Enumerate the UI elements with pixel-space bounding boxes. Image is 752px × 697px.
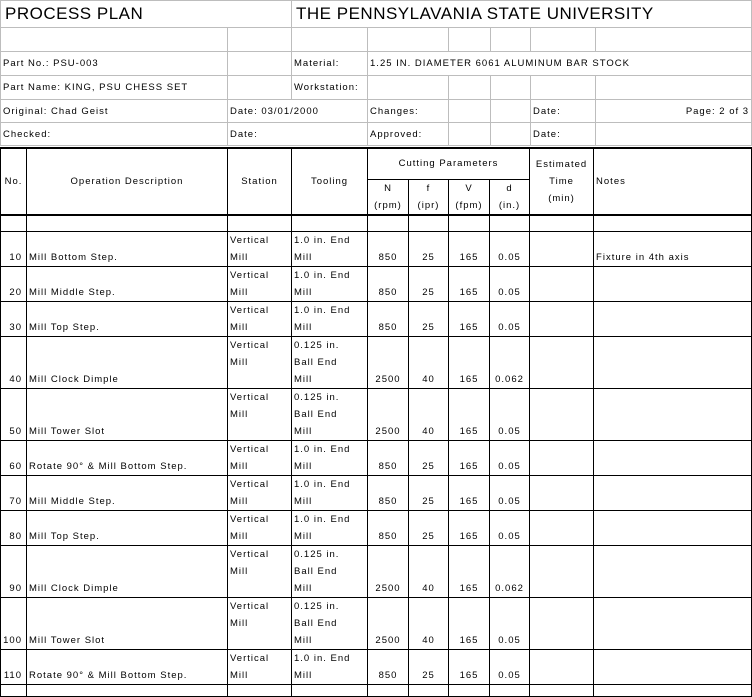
blank-cell — [228, 215, 292, 231]
blank-cell — [596, 28, 752, 52]
op-depth-d: 0.062 — [490, 336, 530, 388]
n-label: N — [384, 182, 392, 194]
operation-row — [1, 649, 752, 684]
col-header-station: Station — [228, 148, 292, 215]
op-velocity-v: 165 — [449, 545, 490, 597]
v-unit: (fpm) — [455, 199, 483, 211]
op-description: Rotate 90° & Mill Bottom Step. — [27, 649, 228, 684]
op-velocity-v: 165 — [449, 388, 490, 440]
blank-cell — [368, 684, 409, 696]
op-speed-n: 850 — [368, 301, 409, 336]
op-tooling-line: Mill — [294, 460, 313, 472]
op-estimated-time — [530, 597, 594, 649]
op-tooling-line: Mill — [294, 669, 313, 681]
op-tooling-line: Ball End — [294, 356, 338, 368]
op-notes — [594, 301, 752, 336]
op-feed-f: 25 — [409, 266, 449, 301]
op-estimated-time — [530, 388, 594, 440]
op-feed-f: 40 — [409, 545, 449, 597]
op-tooling — [292, 545, 368, 597]
part-no-field: Part No.: PSU-003 — [1, 52, 228, 76]
blank-cell — [228, 52, 292, 76]
op-velocity-v: 165 — [449, 266, 490, 301]
op-station-line: Vertical — [230, 339, 270, 351]
op-number: 50 — [1, 388, 27, 440]
v-label: V — [465, 182, 473, 194]
col-header-cutting-parameters: Cutting Parameters — [368, 148, 530, 179]
f-label: f — [426, 182, 431, 194]
op-feed-f: 25 — [409, 231, 449, 266]
op-tooling — [292, 597, 368, 649]
op-station-line: Mill — [230, 251, 249, 263]
op-number: 70 — [1, 475, 27, 510]
op-tooling — [292, 336, 368, 388]
blank-cell — [368, 28, 449, 52]
op-description: Mill Tower Slot — [27, 388, 228, 440]
blank-cell — [490, 215, 530, 231]
blank-cell — [449, 76, 491, 100]
op-station — [228, 231, 292, 266]
op-feed-f: 25 — [409, 475, 449, 510]
op-notes — [594, 440, 752, 475]
blank-cell — [594, 684, 752, 696]
blank-cell — [228, 684, 292, 696]
op-station — [228, 336, 292, 388]
op-notes — [594, 388, 752, 440]
op-station — [228, 475, 292, 510]
blank-cell — [409, 215, 449, 231]
op-speed-n: 850 — [368, 510, 409, 545]
op-estimated-time — [530, 649, 594, 684]
workstation-label: Workstation: — [292, 76, 368, 100]
blank-cell — [531, 76, 596, 100]
blank-cell — [27, 684, 228, 696]
op-depth-d: 0.062 — [490, 545, 530, 597]
op-tooling-line: Ball End — [294, 565, 338, 577]
operation-row — [1, 301, 752, 336]
op-tooling-line: 1.0 in. End — [294, 269, 351, 281]
approved-date: Date: — [531, 123, 596, 146]
op-speed-n: 2500 — [368, 545, 409, 597]
op-tooling-line: 1.0 in. End — [294, 478, 351, 490]
op-estimated-time — [530, 301, 594, 336]
op-number: 90 — [1, 545, 27, 597]
operation-row — [1, 336, 752, 388]
op-number: 10 — [1, 231, 27, 266]
blank-cell — [368, 76, 449, 100]
op-velocity-v: 165 — [449, 440, 490, 475]
op-feed-f: 25 — [409, 440, 449, 475]
blank-cell — [292, 684, 368, 696]
operation-row — [1, 510, 752, 545]
blank-cell — [596, 76, 752, 100]
operation-row — [1, 388, 752, 440]
blank-cell — [1, 28, 228, 52]
op-notes — [594, 336, 752, 388]
blank-cell — [228, 76, 292, 100]
blank-cell — [530, 215, 594, 231]
blank-cell — [1, 215, 27, 231]
op-depth-d: 0.05 — [490, 301, 530, 336]
op-station-line: Mill — [230, 460, 249, 472]
op-speed-n: 850 — [368, 649, 409, 684]
op-description: Mill Top Step. — [27, 510, 228, 545]
op-station-line: Vertical — [230, 652, 270, 664]
col-header-no: No. — [1, 148, 27, 215]
op-estimated-time — [530, 266, 594, 301]
op-depth-d: 0.05 — [490, 649, 530, 684]
est-line-3: (min) — [548, 193, 575, 204]
op-speed-n: 2500 — [368, 336, 409, 388]
op-depth-d: 0.05 — [490, 440, 530, 475]
op-station — [228, 649, 292, 684]
op-station-line: Vertical — [230, 304, 270, 316]
op-notes — [594, 597, 752, 649]
op-tooling-line: 1.0 in. End — [294, 443, 351, 455]
op-estimated-time — [530, 231, 594, 266]
op-tooling-line: Mill — [294, 251, 313, 263]
op-station-line: Mill — [230, 356, 249, 368]
blank-cell — [292, 215, 368, 231]
blank-cell — [530, 684, 594, 696]
op-notes: Fixture in 4th axis — [594, 231, 752, 266]
est-line-1: Estimated — [535, 159, 588, 170]
op-estimated-time — [530, 510, 594, 545]
blank-cell — [409, 684, 449, 696]
changes-label: Changes: — [368, 100, 449, 123]
operation-row — [1, 440, 752, 475]
op-tooling-line: 0.125 in. — [294, 600, 340, 612]
op-tooling-line: 1.0 in. End — [294, 513, 351, 525]
operation-row — [1, 545, 752, 597]
op-estimated-time — [530, 545, 594, 597]
blank-cell — [368, 215, 409, 231]
op-station — [228, 266, 292, 301]
op-station-line: Mill — [230, 321, 249, 333]
op-notes — [594, 510, 752, 545]
operation-row — [1, 231, 752, 266]
original-field: Original: Chad Geist — [1, 100, 228, 123]
op-number: 110 — [1, 649, 27, 684]
op-station-line: Vertical — [230, 391, 270, 403]
op-velocity-v: 165 — [449, 475, 490, 510]
op-description: Mill Middle Step. — [27, 266, 228, 301]
op-depth-d: 0.05 — [490, 266, 530, 301]
op-tooling-line: 0.125 in. — [294, 391, 340, 403]
op-description: Mill Tower Slot — [27, 597, 228, 649]
col-header-estimated-time — [530, 148, 594, 215]
op-depth-d: 0.05 — [490, 597, 530, 649]
op-depth-d: 0.05 — [490, 388, 530, 440]
op-feed-f: 25 — [409, 301, 449, 336]
op-velocity-v: 165 — [449, 510, 490, 545]
d-unit: (in.) — [498, 199, 521, 211]
material-value: 1.25 IN. DIAMETER 6061 ALUMINUM BAR STOCK — [368, 52, 752, 76]
op-station-line: Mill — [230, 286, 249, 298]
op-tooling-line: Mill — [294, 286, 313, 298]
op-tooling — [292, 510, 368, 545]
op-speed-n: 2500 — [368, 597, 409, 649]
operation-row — [1, 597, 752, 649]
op-speed-n: 850 — [368, 231, 409, 266]
col-header-v — [449, 179, 490, 215]
blank-cell — [449, 215, 490, 231]
n-unit: (rpm) — [374, 199, 402, 211]
op-station — [228, 545, 292, 597]
col-header-f — [409, 179, 449, 215]
op-velocity-v: 165 — [449, 649, 490, 684]
op-tooling-line: Mill — [294, 634, 313, 646]
operation-row — [1, 266, 752, 301]
blank-cell — [449, 100, 491, 123]
blank-cell — [449, 684, 490, 696]
op-station-line: Mill — [230, 408, 249, 420]
op-number: 60 — [1, 440, 27, 475]
op-station-line: Mill — [230, 530, 249, 542]
blank-cell — [594, 215, 752, 231]
col-header-notes: Notes — [594, 148, 752, 215]
col-header-d — [490, 179, 530, 215]
blank-cell — [491, 76, 531, 100]
op-feed-f: 40 — [409, 336, 449, 388]
op-tooling-line: Ball End — [294, 408, 338, 420]
op-number: 80 — [1, 510, 27, 545]
op-tooling-line: Mill — [294, 321, 313, 333]
op-feed-f: 25 — [409, 649, 449, 684]
blank-cell — [1, 684, 27, 696]
op-description: Mill Clock Dimple — [27, 545, 228, 597]
op-notes — [594, 475, 752, 510]
op-tooling — [292, 301, 368, 336]
checked-date: Date: — [228, 123, 368, 146]
d-label: d — [506, 182, 513, 194]
op-speed-n: 850 — [368, 475, 409, 510]
op-tooling-line: Mill — [294, 582, 313, 594]
checked-label: Checked: — [1, 123, 228, 146]
op-velocity-v: 165 — [449, 231, 490, 266]
est-line-2: Time — [549, 176, 574, 187]
op-speed-n: 850 — [368, 266, 409, 301]
op-notes — [594, 266, 752, 301]
op-tooling — [292, 649, 368, 684]
col-header-tooling: Tooling — [292, 148, 368, 215]
blank-cell — [491, 100, 531, 123]
op-depth-d: 0.05 — [490, 510, 530, 545]
op-estimated-time — [530, 336, 594, 388]
material-label: Material: — [292, 52, 368, 76]
op-station-line: Vertical — [230, 548, 270, 560]
op-station — [228, 388, 292, 440]
op-tooling — [292, 475, 368, 510]
op-tooling — [292, 388, 368, 440]
op-feed-f: 40 — [409, 597, 449, 649]
blank-cell — [491, 123, 531, 146]
blank-cell — [228, 28, 292, 52]
f-unit: (ipr) — [417, 199, 440, 211]
blank-cell — [292, 28, 368, 52]
op-estimated-time — [530, 475, 594, 510]
header-grid — [0, 0, 752, 146]
op-description: Mill Top Step. — [27, 301, 228, 336]
op-station-line: Vertical — [230, 600, 270, 612]
col-header-n — [368, 179, 409, 215]
op-station-line: Mill — [230, 669, 249, 681]
op-tooling-line: 1.0 in. End — [294, 234, 351, 246]
op-station-line: Vertical — [230, 443, 270, 455]
op-station-line: Mill — [230, 617, 249, 629]
op-tooling-line: 1.0 in. End — [294, 304, 351, 316]
op-description: Mill Bottom Step. — [27, 231, 228, 266]
op-tooling-line: Mill — [294, 425, 313, 437]
op-velocity-v: 165 — [449, 336, 490, 388]
blank-cell — [490, 684, 530, 696]
op-station — [228, 440, 292, 475]
op-station-line: Vertical — [230, 478, 270, 490]
op-station-line: Mill — [230, 565, 249, 577]
op-description: Rotate 90° & Mill Bottom Step. — [27, 440, 228, 475]
blank-cell — [491, 28, 531, 52]
op-number: 40 — [1, 336, 27, 388]
changes-date: Date: — [531, 100, 596, 123]
op-speed-n: 2500 — [368, 388, 409, 440]
op-station-line: Mill — [230, 495, 249, 507]
op-station-line: Vertical — [230, 269, 270, 281]
op-notes — [594, 545, 752, 597]
page-title: PROCESS PLAN — [1, 1, 292, 28]
op-velocity-v: 165 — [449, 301, 490, 336]
op-velocity-v: 165 — [449, 597, 490, 649]
blank-cell — [449, 28, 491, 52]
spacer-row — [1, 215, 752, 231]
operations-table — [0, 147, 752, 697]
op-speed-n: 850 — [368, 440, 409, 475]
operation-row — [1, 475, 752, 510]
op-number: 20 — [1, 266, 27, 301]
blank-cell — [449, 123, 491, 146]
op-tooling-line: Mill — [294, 530, 313, 542]
op-feed-f: 25 — [409, 510, 449, 545]
op-number: 30 — [1, 301, 27, 336]
op-tooling — [292, 266, 368, 301]
approved-label: Approved: — [368, 123, 449, 146]
op-notes — [594, 649, 752, 684]
op-station-line: Vertical — [230, 234, 270, 246]
op-depth-d: 0.05 — [490, 475, 530, 510]
blank-cell — [27, 215, 228, 231]
original-date: Date: 03/01/2000 — [228, 100, 368, 123]
op-tooling-line: 0.125 in. — [294, 548, 340, 560]
op-station — [228, 510, 292, 545]
op-estimated-time — [530, 440, 594, 475]
trailing-row — [1, 684, 752, 696]
op-tooling-line: Mill — [294, 495, 313, 507]
op-depth-d: 0.05 — [490, 231, 530, 266]
blank-cell — [531, 28, 596, 52]
op-number: 100 — [1, 597, 27, 649]
op-description: Mill Middle Step. — [27, 475, 228, 510]
page-number: Page: 2 of 3 — [596, 100, 752, 123]
col-header-description: Operation Description — [27, 148, 228, 215]
op-tooling-line: Ball End — [294, 617, 338, 629]
part-name-field: Part Name: KING, PSU CHESS SET — [1, 76, 228, 100]
op-station — [228, 597, 292, 649]
op-tooling — [292, 440, 368, 475]
university-name: THE PENNSYLAVANIA STATE UNIVERSITY — [292, 1, 752, 28]
operations-body — [1, 231, 752, 684]
op-tooling-line: 0.125 in. — [294, 339, 340, 351]
blank-cell — [596, 123, 752, 146]
op-feed-f: 40 — [409, 388, 449, 440]
op-tooling-line: Mill — [294, 373, 313, 385]
op-station-line: Vertical — [230, 513, 270, 525]
op-description: Mill Clock Dimple — [27, 336, 228, 388]
op-tooling-line: 1.0 in. End — [294, 652, 351, 664]
op-tooling — [292, 231, 368, 266]
op-station — [228, 301, 292, 336]
